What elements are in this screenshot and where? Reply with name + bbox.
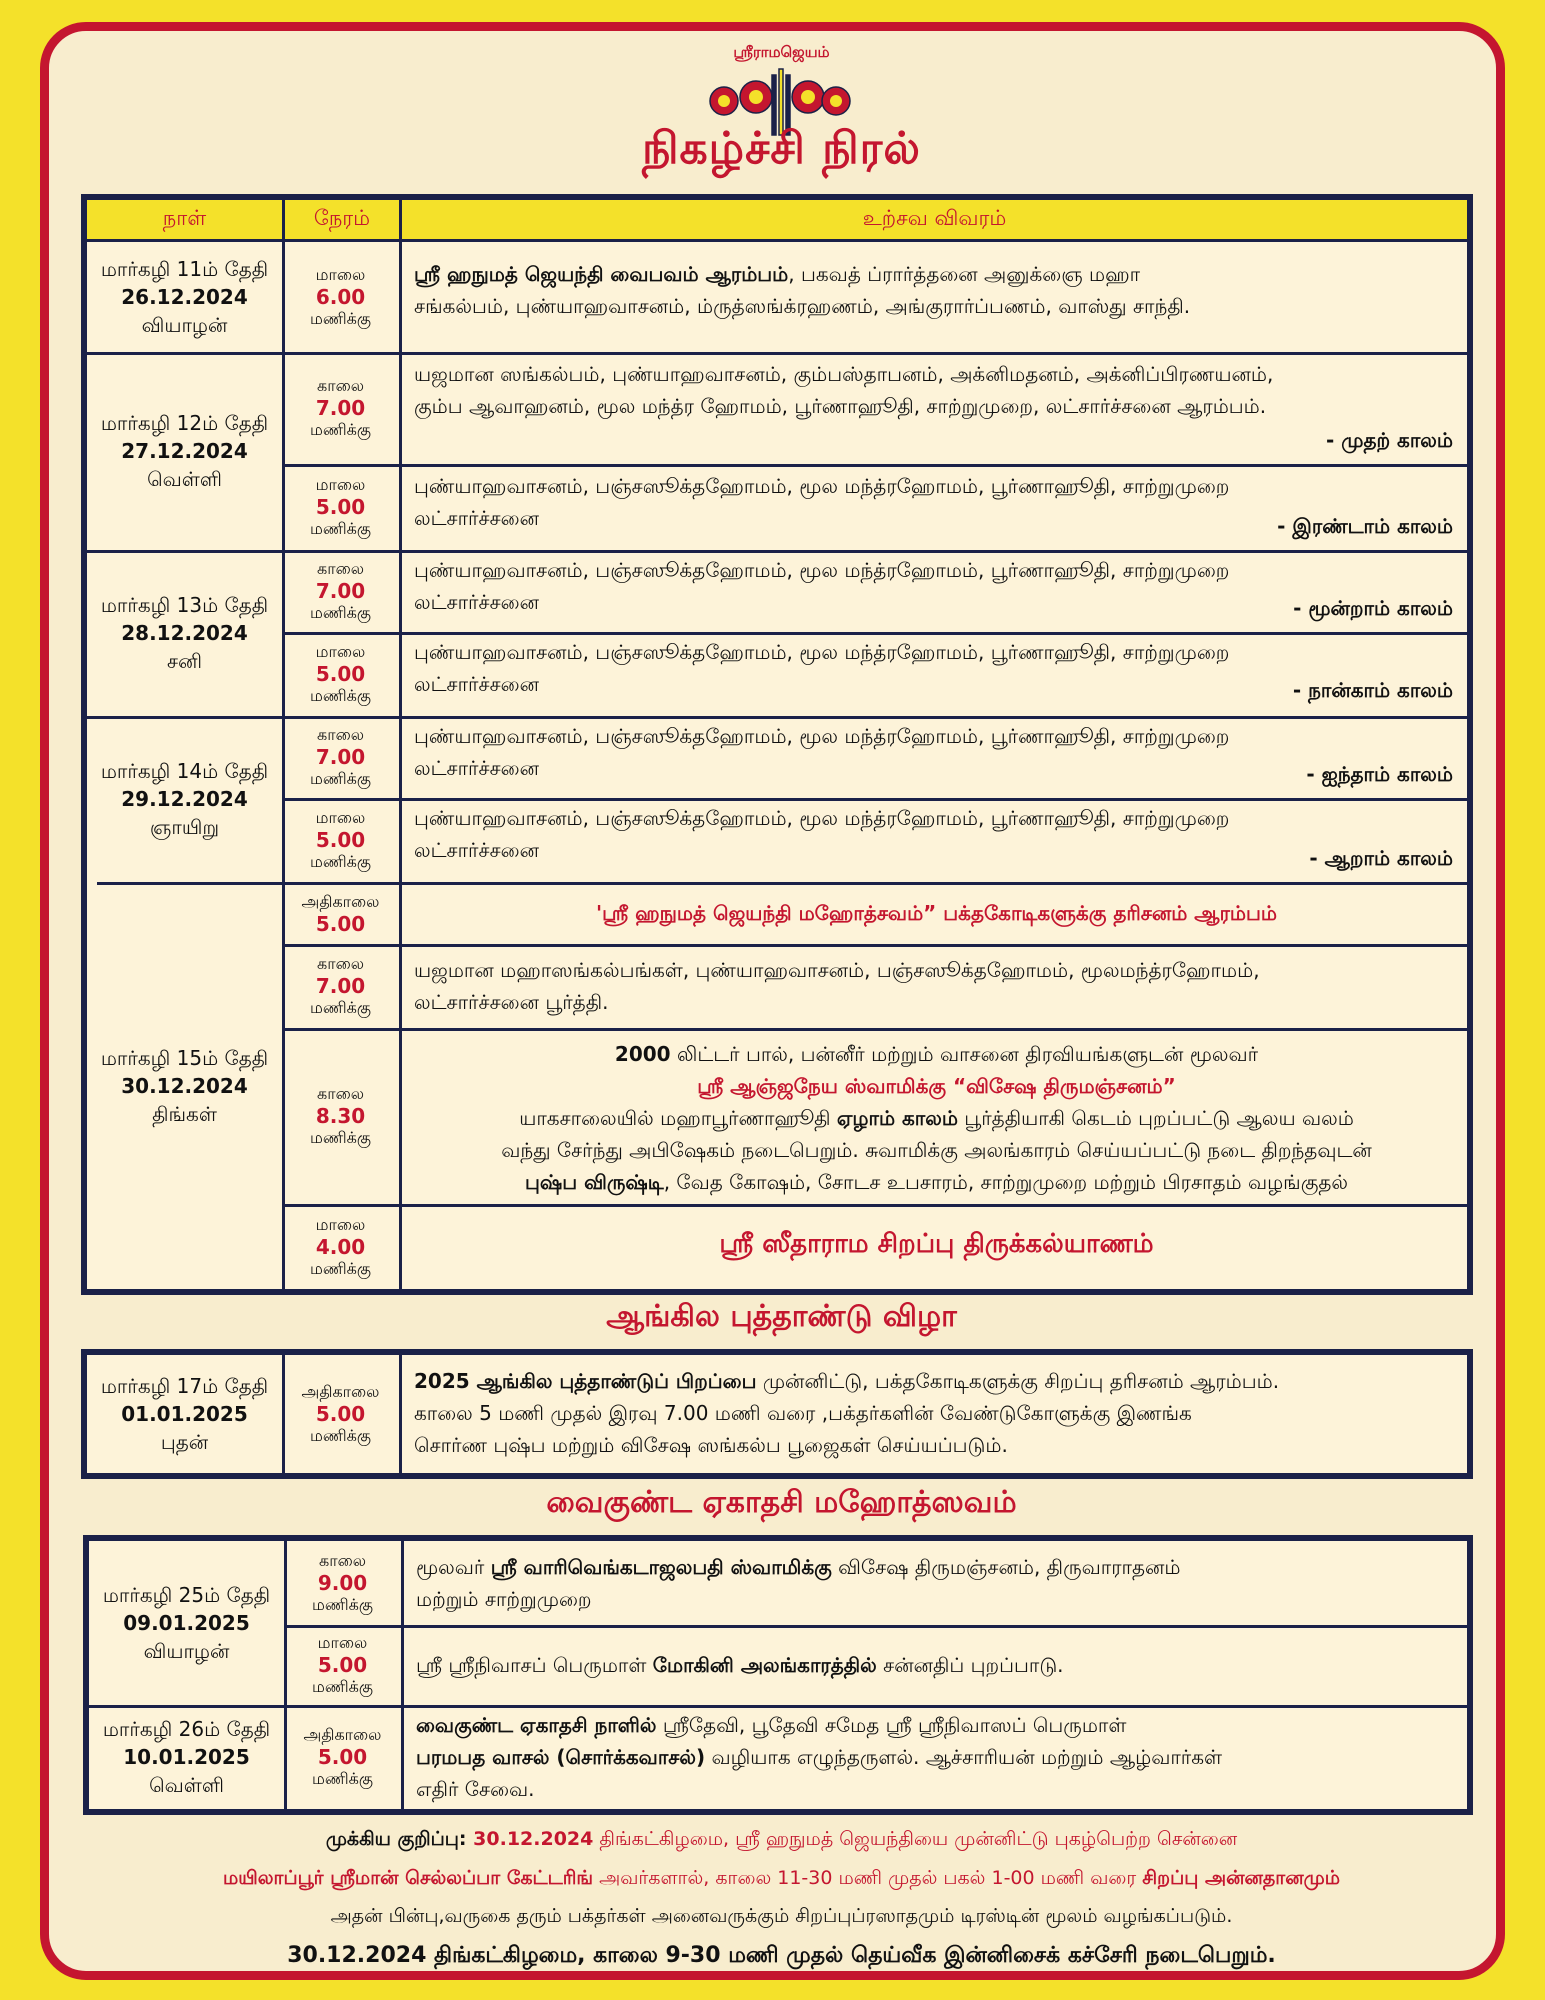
time-suffix: மணிக்கு xyxy=(309,1128,372,1147)
time-cell xyxy=(284,1705,401,1809)
tamil-date: மார்கழி 12ம் தேதி xyxy=(100,411,269,435)
tamil-date: மார்கழி 26ம் தேதி xyxy=(102,1717,271,1741)
event-text: புண்யாஹவாசனம், பஞ்சஸூக்தஹோமம், மூல மந்த்ரஹோமம், பூர்ணாஹூதி, சாற்றுமுறை xyxy=(414,558,1230,582)
event-text: , பகவத் ப்ரார்த்தனை அனுக்ஞை மஹா xyxy=(788,262,1141,286)
time-value: 5.00 xyxy=(315,662,366,686)
weekday: வியாழன் xyxy=(143,1639,230,1663)
time-label: மாலை xyxy=(315,265,366,284)
note-line xyxy=(49,1824,1514,1854)
kalam-label: - மூன்றாம் காலம் xyxy=(1293,596,1453,620)
event-details xyxy=(402,1038,1467,1198)
tamil-date: மார்கழி 11ம் தேதி xyxy=(100,257,269,281)
blessing-text: ஸ்ரீராமஜெயம் xyxy=(733,43,830,61)
event-highlight: ஸ்ரீ ஸீதாராம சிறப்பு திருக்கல்யாணம் xyxy=(719,1229,1154,1259)
event-text: விசேஷ திருமஞ்சனம், திருவாராதனம் xyxy=(831,1555,1181,1579)
note-text: சிறப்பு அன்னதானமும் xyxy=(1142,1867,1341,1889)
time-label: அதிகாலை xyxy=(301,1382,380,1401)
time-cell xyxy=(282,632,399,716)
event-text: புண்யாஹவாசனம், பஞ்சஸூக்தஹோமம், மூல மந்த்ரஹோமம், பூர்ணாஹூதி, சாற்றுமுறை xyxy=(414,640,1230,664)
section-title: வைகுண்ட ஏகாதசி மஹோத்ஸவம் xyxy=(546,1485,1017,1520)
time-suffix: மணிக்கு xyxy=(309,998,372,1017)
date: 28.12.2024 xyxy=(121,621,248,645)
time-suffix: மணிக்கு xyxy=(309,309,372,328)
date-cell xyxy=(87,882,282,1289)
time-label: மாலை xyxy=(315,642,366,661)
time-value: 7.00 xyxy=(315,579,366,603)
tamil-date: மார்கழி 15ம் தேதி xyxy=(100,1045,269,1070)
note-text: அவர்களால், காலை 11-30 மணி முதல் பகல் 1-00 மணி வரை xyxy=(593,1867,1143,1889)
event-text: புஷ்ப விருஷ்டி xyxy=(525,1170,664,1194)
time-value: 6.00 xyxy=(315,285,366,309)
time-cell xyxy=(284,1625,401,1705)
event-text: எதிர் சேவை. xyxy=(416,1777,535,1801)
time-suffix: மணிக்கு xyxy=(309,686,372,705)
time-suffix: மணிக்கு xyxy=(309,519,372,538)
event-text: 2000 xyxy=(614,1042,671,1066)
event-text: பூர்த்தியாகி கெடம் புறப்பட்டு ஆலய வலம் xyxy=(957,1106,1354,1130)
time-value: 7.00 xyxy=(315,974,366,998)
event-text: புண்யாஹவாசனம், பஞ்சஸூக்தஹோமம், மூல மந்த்ரஹோமம், பூர்ணாஹூதி, சாற்றுமுறை xyxy=(414,474,1230,498)
event-details xyxy=(402,358,1467,422)
time-cell xyxy=(284,1541,401,1625)
event-title: பரமபத வாசல் (சொர்க்கவாசல்) xyxy=(416,1745,706,1769)
weekday: ஞாயிறு xyxy=(149,815,220,839)
event-text: புண்யாஹவாசனம், பஞ்சஸூக்தஹோமம், மூல மந்த்ரஹோமம், பூர்ணாஹூதி, சாற்றுமுறை xyxy=(414,724,1230,748)
event-text: காலை 5 மணி முதல் இரவு 7.00 மணி வரை ,பக்தர்களின் வேண்டுகோளுக்கு இணங்க xyxy=(414,1401,1192,1425)
time-label: மாலை xyxy=(317,1633,368,1652)
schedule-table-2 xyxy=(81,1349,1473,1479)
page-frame xyxy=(40,22,1505,1980)
time-value: 8.30 xyxy=(315,1104,366,1128)
kalam-label: - இரண்டாம் காலம் xyxy=(1277,514,1453,538)
event-text: வழியாக எழுந்தருளல். ஆச்சாரியன் மற்றும் ஆழ்வார்கள் xyxy=(705,1745,1223,1769)
event-text: சொர்ண புஷ்ப மற்றும் விசேஷ ஸங்கல்ப பூஜைகள் செய்யப்படும். xyxy=(414,1433,1008,1457)
event-text: புண்யாஹவாசனம், பஞ்சஸூக்தஹோமம், மூல மந்த்ரஹோமம், பூர்ணாஹூதி, சாற்றுமுறை xyxy=(414,806,1230,830)
time-value: 7.00 xyxy=(315,745,366,769)
note-line: அதன் பின்பு,வருகை தரும் பக்தர்கள் அனைவருக்கும் சிறப்புப்ரஸாதமும் டிரஸ்டின் மூலம் வழங்கப்படும். xyxy=(330,1905,1233,1927)
time-cell xyxy=(282,352,399,464)
event-text: வந்து சேர்ந்து அபிஷேகம் நடைபெறும். சுவாமிக்கு அலங்காரம் செய்யப்பட்டு நடை திறந்தவுடன் xyxy=(501,1138,1372,1162)
note-line xyxy=(49,1863,1514,1893)
event-text: யஜமான மஹாஸங்கல்பங்கள், புண்யாஹவாசனம், பஞ்சஸூக்தஹோமம், மூலமந்த்ரஹோமம், xyxy=(414,958,1260,982)
event-text: லட்சார்ச்சனை xyxy=(414,838,539,862)
event-text: , வேத கோஷம், சோடச உபசாரம், சாற்றுமுறை மற்றும் பிரசாதம் வழங்குதல் xyxy=(663,1170,1348,1194)
kalam-label: - ஆறாம் காலம் xyxy=(1309,846,1453,870)
time-cell xyxy=(282,1028,399,1204)
date: 01.01.2025 xyxy=(121,1402,248,1426)
time-cell xyxy=(282,550,399,632)
event-text: லிட்டர் பால், பன்னீர் மற்றும் வாசனை திரவியங்களுடன் மூலவர் xyxy=(670,1042,1259,1066)
time-value: 5.00 xyxy=(317,1745,368,1769)
time-label: மாலை xyxy=(315,808,366,827)
event-details xyxy=(404,1709,1469,1805)
time-cell xyxy=(282,242,399,352)
note-line: 30.12.2024 திங்கட்கிழமை, காலை 9-30 மணி முதல் தெய்வீக இன்னிசைக் கச்சேரி நடைபெறும். xyxy=(287,1943,1276,1968)
time-label: காலை xyxy=(316,725,364,744)
weekday: வெள்ளி xyxy=(147,467,222,491)
weekday: வியாழன் xyxy=(141,313,228,337)
tamil-date: மார்கழி 25ம் தேதி xyxy=(102,1583,271,1607)
event-title: மோகினி அலங்காரத்தில் xyxy=(652,1653,877,1677)
event-details xyxy=(402,802,1467,866)
table-header xyxy=(87,200,1467,242)
time-suffix: மணிக்கு xyxy=(309,1426,372,1445)
time-value: 9.00 xyxy=(317,1571,368,1595)
date: 30.12.2024 xyxy=(121,1073,248,1098)
section-title: ஆங்கில புத்தாண்டு விழா xyxy=(606,1299,957,1334)
event-text: ஏழாம் காலம் xyxy=(836,1106,958,1130)
time-label: மாலை xyxy=(315,1214,366,1234)
event-text: மூலவர் xyxy=(416,1555,491,1579)
event-details xyxy=(402,258,1467,322)
event-text: யாகசாலையில் மஹாபூர்ணாஹூதி xyxy=(519,1106,837,1130)
date: 29.12.2024 xyxy=(121,787,248,811)
date: 09.01.2025 xyxy=(123,1611,250,1635)
event-text: லட்சார்ச்சனை xyxy=(414,590,539,614)
time-label: அதிகாலை xyxy=(303,1725,382,1744)
time-cell xyxy=(282,882,399,944)
date-cell xyxy=(87,716,282,882)
time-suffix: மணிக்கு xyxy=(311,1677,374,1696)
date-cell xyxy=(87,242,282,352)
time-suffix: மணிக்கு xyxy=(309,852,372,871)
tamil-date: மார்கழி 14ம் தேதி xyxy=(100,759,269,783)
note-heading: முக்கிய குறிப்பு: xyxy=(325,1828,474,1850)
kalam-label: - முதற் காலம் xyxy=(1325,428,1453,452)
event-text: லட்சார்ச்சனை பூர்த்தி. xyxy=(414,990,609,1014)
time-label: காலை xyxy=(316,559,364,578)
time-suffix: மணிக்கு xyxy=(311,1769,374,1788)
time-label: காலை xyxy=(316,1084,364,1103)
event-text: சங்கல்பம், புண்யாஹவாசனம், ம்ருத்ஸங்க்ரஹணம், அங்குரார்ப்பணம், வாஸ்து சாந்தி. xyxy=(414,294,1191,318)
event-text: லட்சார்ச்சனை xyxy=(414,756,539,780)
date: 26.12.2024 xyxy=(121,285,248,309)
weekday: சனி xyxy=(167,649,202,673)
weekday: புதன் xyxy=(160,1430,209,1454)
col-day: நாள் xyxy=(162,206,207,230)
event-text: யஜமான ஸங்கல்பம், புண்யாஹவாசனம், கும்பஸ்தாபனம், அக்னிமதனம், அக்னிப்பிரணயனம், xyxy=(414,362,1274,386)
time-label: காலை xyxy=(318,1551,366,1570)
event-details xyxy=(404,1551,1469,1615)
schedule-table-1 xyxy=(81,194,1473,1295)
date: 10.01.2025 xyxy=(123,1745,250,1769)
event-text: லட்சார்ச்சனை xyxy=(414,672,539,696)
event-text: சன்னதிப் புறப்பாடு. xyxy=(876,1653,1064,1677)
event-details xyxy=(404,1649,1469,1681)
time-suffix: மணிக்கு xyxy=(309,769,372,788)
note-text: மயிலாப்பூர் ஸ்ரீமான் செல்லப்பா கேட்டரிங் xyxy=(222,1867,594,1889)
time-cell xyxy=(282,798,399,882)
event-text: முன்னிட்டு, பக்தகோடிகளுக்கு சிறப்பு தரிசனம் ஆரம்பம். xyxy=(756,1369,1280,1393)
date: 27.12.2024 xyxy=(121,439,248,463)
time-suffix: மணிக்கு xyxy=(309,1258,372,1278)
time-suffix: மணிக்கு xyxy=(309,420,372,439)
event-title: 2025 ஆங்கில புத்தாண்டுப் பிறப்பை xyxy=(414,1369,757,1393)
date-cell xyxy=(89,1705,284,1809)
kalam-label: - ஐந்தாம் காலம் xyxy=(1306,762,1453,786)
time-label: காலை xyxy=(316,954,364,973)
time-value: 5.00 xyxy=(315,495,366,519)
time-value: 5.00 xyxy=(315,1402,366,1426)
note-text: திங்கட்கிழமை, ஸ்ரீ ஹநுமத் ஜெயந்தியை முன்னிட்டு புகழ்பெற்ற சென்னை xyxy=(593,1828,1238,1850)
time-suffix: மணிக்கு xyxy=(309,603,372,622)
time-cell xyxy=(282,944,399,1028)
tamil-date: மார்கழி 17ம் தேதி xyxy=(100,1374,269,1398)
event-highlight: 'ஸ்ரீ ஹநுமத் ஜெயந்தி மஹோத்சவம்” பக்தகோடிகளுக்கு தரிசனம் ஆரம்பம் xyxy=(596,901,1277,925)
time-label: மாலை xyxy=(315,475,366,494)
time-value: 7.00 xyxy=(315,396,366,420)
event-title: வைகுண்ட ஏகாதசி நாளில் xyxy=(416,1713,657,1737)
event-details xyxy=(402,1365,1467,1461)
event-text: ஸ்ரீ ஸ்ரீநிவாசப் பெருமாள் xyxy=(416,1653,653,1677)
time-suffix: மணிக்கு xyxy=(311,1595,374,1614)
time-value: 5.00 xyxy=(315,912,366,936)
event-text: லட்சார்ச்சனை xyxy=(414,506,539,530)
event-title: ஸ்ரீ வாரிவெங்கடாஜலபதி ஸ்வாமிக்கு xyxy=(490,1555,832,1579)
event-text: மற்றும் சாற்றுமுறை xyxy=(416,1587,592,1611)
weekday: திங்கள் xyxy=(152,1101,217,1126)
schedule-table-3 xyxy=(83,1535,1473,1815)
event-title: ஸ்ரீ ஹநுமத் ஜெயந்தி வைபவம் ஆரம்பம் xyxy=(414,262,789,286)
col-details: உற்சவ விவரம் xyxy=(862,206,1007,230)
date-cell xyxy=(87,1355,282,1473)
note-date: 30.12.2024 xyxy=(473,1828,594,1850)
date-cell xyxy=(89,1541,284,1705)
time-cell xyxy=(282,464,399,550)
time-value: 5.00 xyxy=(317,1653,368,1677)
event-highlight: ஸ்ரீ ஆஞ்ஜநேய ஸ்வாமிக்கு “விசேஷ திருமஞ்சனம்” xyxy=(697,1074,1176,1098)
page-title: நிகழ்ச்சி நிரல் xyxy=(642,123,921,174)
time-label: அதிகாலை xyxy=(301,892,380,911)
time-cell xyxy=(282,1355,399,1473)
date-cell xyxy=(87,352,282,550)
time-value: 4.00 xyxy=(315,1234,366,1259)
col-time: நேரம் xyxy=(313,206,371,230)
tamil-date: மார்கழி 13ம் தேதி xyxy=(100,593,269,617)
time-value: 5.00 xyxy=(315,828,366,852)
date-cell xyxy=(87,550,282,716)
event-text: ஸ்ரீதேவி, பூதேவி சமேத ஸ்ரீ ஸ்ரீநிவாஸப் பெருமாள் xyxy=(656,1713,1127,1737)
time-cell xyxy=(282,716,399,798)
weekday: வெள்ளி xyxy=(149,1773,224,1797)
time-cell xyxy=(282,1204,399,1289)
event-text: கும்ப ஆவாஹனம், மூல மந்த்ர ஹோமம், பூர்ணாஹூதி, சாற்றுமுறை, லட்சார்ச்சனை ஆரம்பம். xyxy=(414,394,1267,418)
kalam-label: - நான்காம் காலம் xyxy=(1292,678,1453,702)
time-label: காலை xyxy=(316,376,364,395)
event-details xyxy=(402,954,1467,1018)
